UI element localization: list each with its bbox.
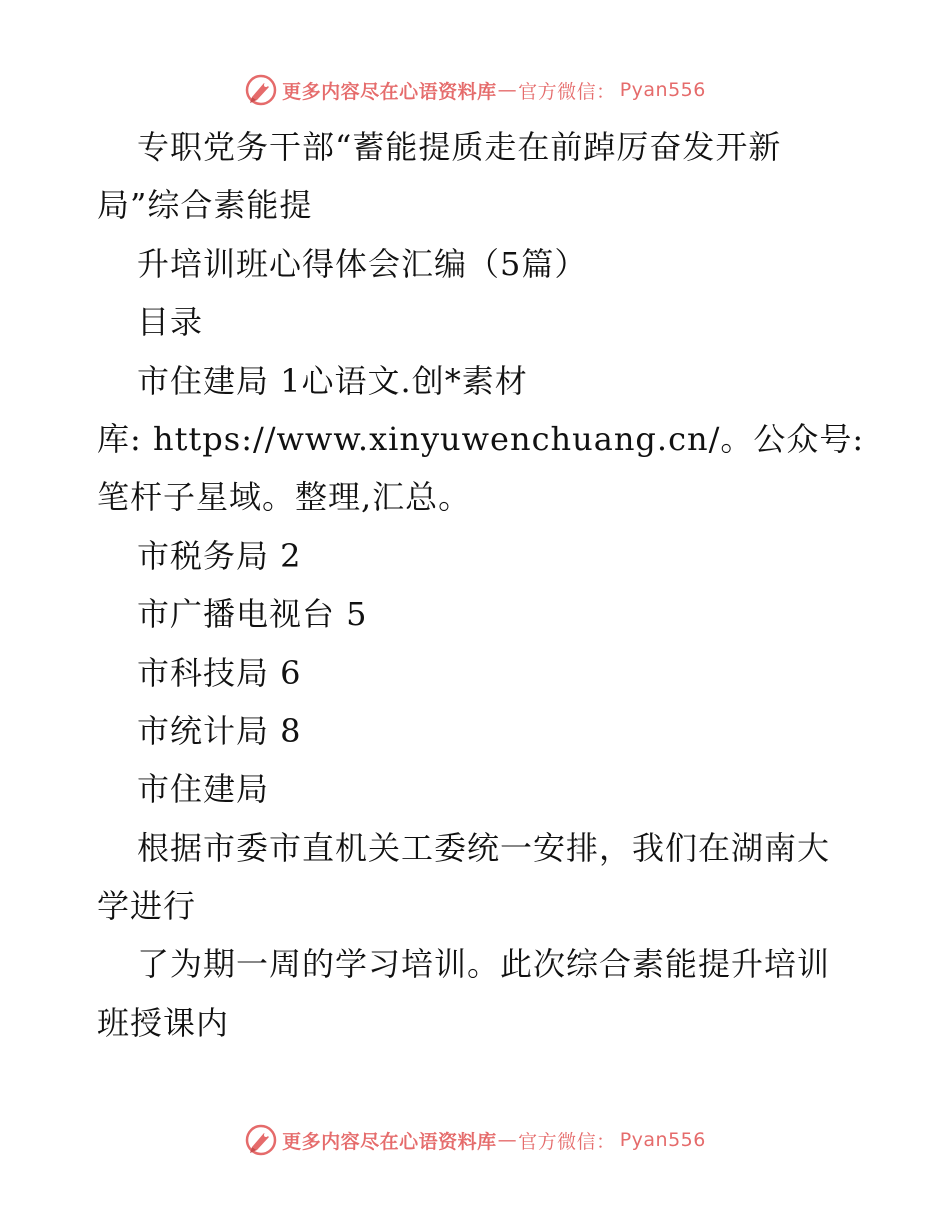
source-line-url: 库: https://www.xinyuwenchuang.cn/。公众号:: [97, 419, 865, 458]
paragraph-line-2: 学进行: [97, 887, 197, 926]
title-line-2: 局”综合素能提: [97, 186, 313, 225]
toc-entry-tax-bureau: 市税务局 2: [137, 536, 302, 575]
watermark-dash: —: [497, 1129, 518, 1151]
toc-entry-housing-bureau: 市住建局 1心语文.创*素材: [137, 361, 528, 400]
watermark-account: Pyan556: [619, 79, 706, 101]
red-pen-logo-icon: [244, 1123, 278, 1157]
watermark-main-text: 更多内容尽在心语资料库: [282, 80, 497, 103]
toc-heading: 目录: [137, 303, 204, 342]
toc-entry-broadcast-tv: 市广播电视台 5: [137, 595, 368, 634]
title-line-3: 升培训班心得体会汇编（5篇）: [137, 244, 588, 283]
footer-watermark: [0, 1120, 950, 1160]
paragraph-line-3: 了为期一周的学习培训。此次综合素能提升培训: [137, 945, 831, 984]
red-pen-logo-icon: [244, 73, 278, 107]
watermark-account: Pyan556: [619, 1129, 706, 1151]
header-watermark: [0, 70, 950, 110]
watermark-wechat-label: 官方微信：: [518, 80, 616, 103]
toc-entry-statistics-bureau: 市统计局 8: [137, 711, 302, 750]
title-line-1: 专职党务干部“蓄能提质走在前踔厉奋发开新: [137, 128, 782, 166]
paragraph-line-4: 班授课内: [97, 1003, 230, 1042]
toc-entry-science-bureau: 市科技局 6: [137, 653, 302, 692]
document-body: [97, 118, 865, 1052]
watermark-wechat-label: 官方微信：: [518, 1130, 616, 1153]
paragraph-line-1: 根据市委市直机关工委统一安排，我们在湖南大: [137, 828, 831, 867]
section-heading: 市住建局: [137, 770, 270, 809]
watermark-main-text: 更多内容尽在心语资料库: [282, 1130, 497, 1153]
source-line-compiled: 笔杆子星域。整理,汇总。: [97, 478, 472, 517]
watermark-dash: —: [497, 79, 518, 101]
